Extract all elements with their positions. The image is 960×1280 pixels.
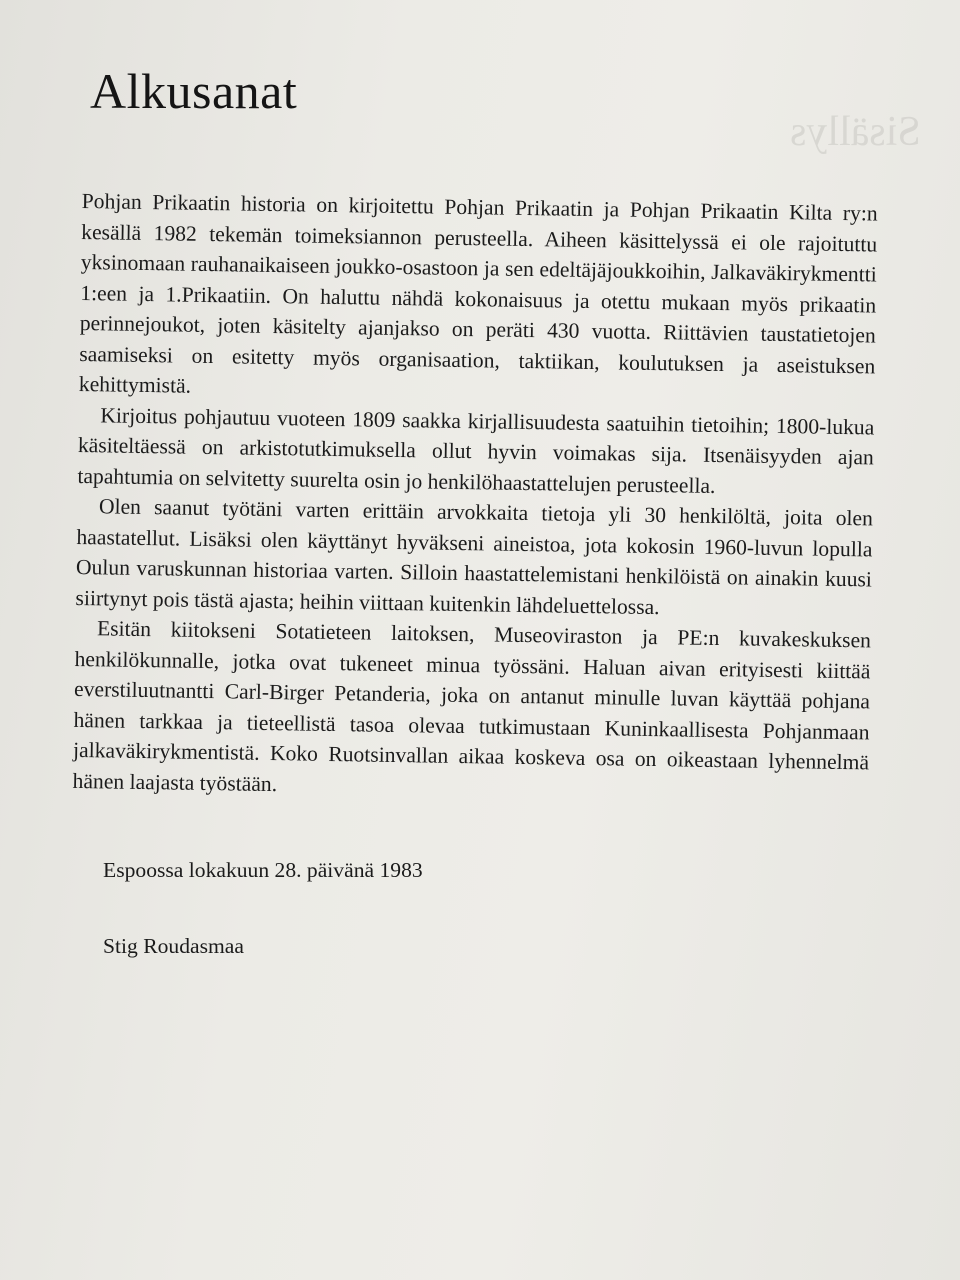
- place-date: Espoossa lokakuun 28. päivänä 1983: [103, 858, 423, 882]
- preface-body: [72, 186, 877, 808]
- paragraph-3: Olen saanut työtäni varten erittäin arvokkaita tietoja yli 30 henkilöltä, joita olen haastatellut. Lisäksi olen käyttänyt hyväkseni aineistoa, jota kokosin 1960-luvun lopulla Oulun varuskunnan historiaa varten. Silloin haastattelemistani henkilöistä on ainakin kuusi siirtynyt pois tästä ajasta; heihin viittaan kuitenkin lähdeluettelossa.: [75, 494, 874, 619]
- show-through-heading: Sisällys: [790, 109, 921, 155]
- author-signature: Stig Roudasmaa: [103, 934, 244, 958]
- paragraph-4: Esitän kiitokseni Sotatieteen laitoksen, Museoviraston ja PE:n kuvakeskuksen henkilökunnalle, jotka ovat tukeneet minua työssäni. Haluan aivan erityisesti kiittää everstiluutnantti Carl-Birger Petanderia, joka on antanut minulle luvan käyttää pohjana hänen tarkkaa ja tieteellistä tasoa olevaa tutkimustaan Kuninkaallisesta Pohjanmaan jalkaväkirykmentistä. Koko Ruotsinvallan aikaa koskeva osa on oikeastaan lyhennelmä hänen laajasta työstään.: [72, 616, 872, 796]
- paragraph-2: Kirjoitus pohjautuu vuoteen 1809 saakka kirjallisuudesta saatuihin tietoihin; 1800-lukua käsiteltäessä on arkistotutkimuksella ollut hyvin voimakas sija. Itsenäisyyden ajan tapahtumia on selvitetty suurelta osin jo henkilöhaastattelujen perusteella.: [77, 402, 875, 498]
- paragraph-1: Pohjan Prikaatin historia on kirjoitettu Pohjan Prikaatin ja Pohjan Prikaatin Kilta ry:n kesällä 1982 tekemän toimeksiannon perusteella. Aiheen käsittelyssä ei ole rajoituttu yksinomaan rauhanaikaiseen joukko-osastoon ja sen edeltäjäjoukkoihin, Jalkaväkirykmentti 1:een ja 1.Prikaatiin. On haluttu nähdä kokonaisuus ja otettu mukaan myös prikaatin perinnejoukot, joten käsitelty ajanjakso on peräti 430 vuotta. Riittävien taustatietojen saamiseksi on esitetty myös organisaation, taktiikan, koulutuksen ja aseistuksen kehittymistä.: [78, 188, 878, 398]
- page-title: Alkusanat: [90, 63, 298, 119]
